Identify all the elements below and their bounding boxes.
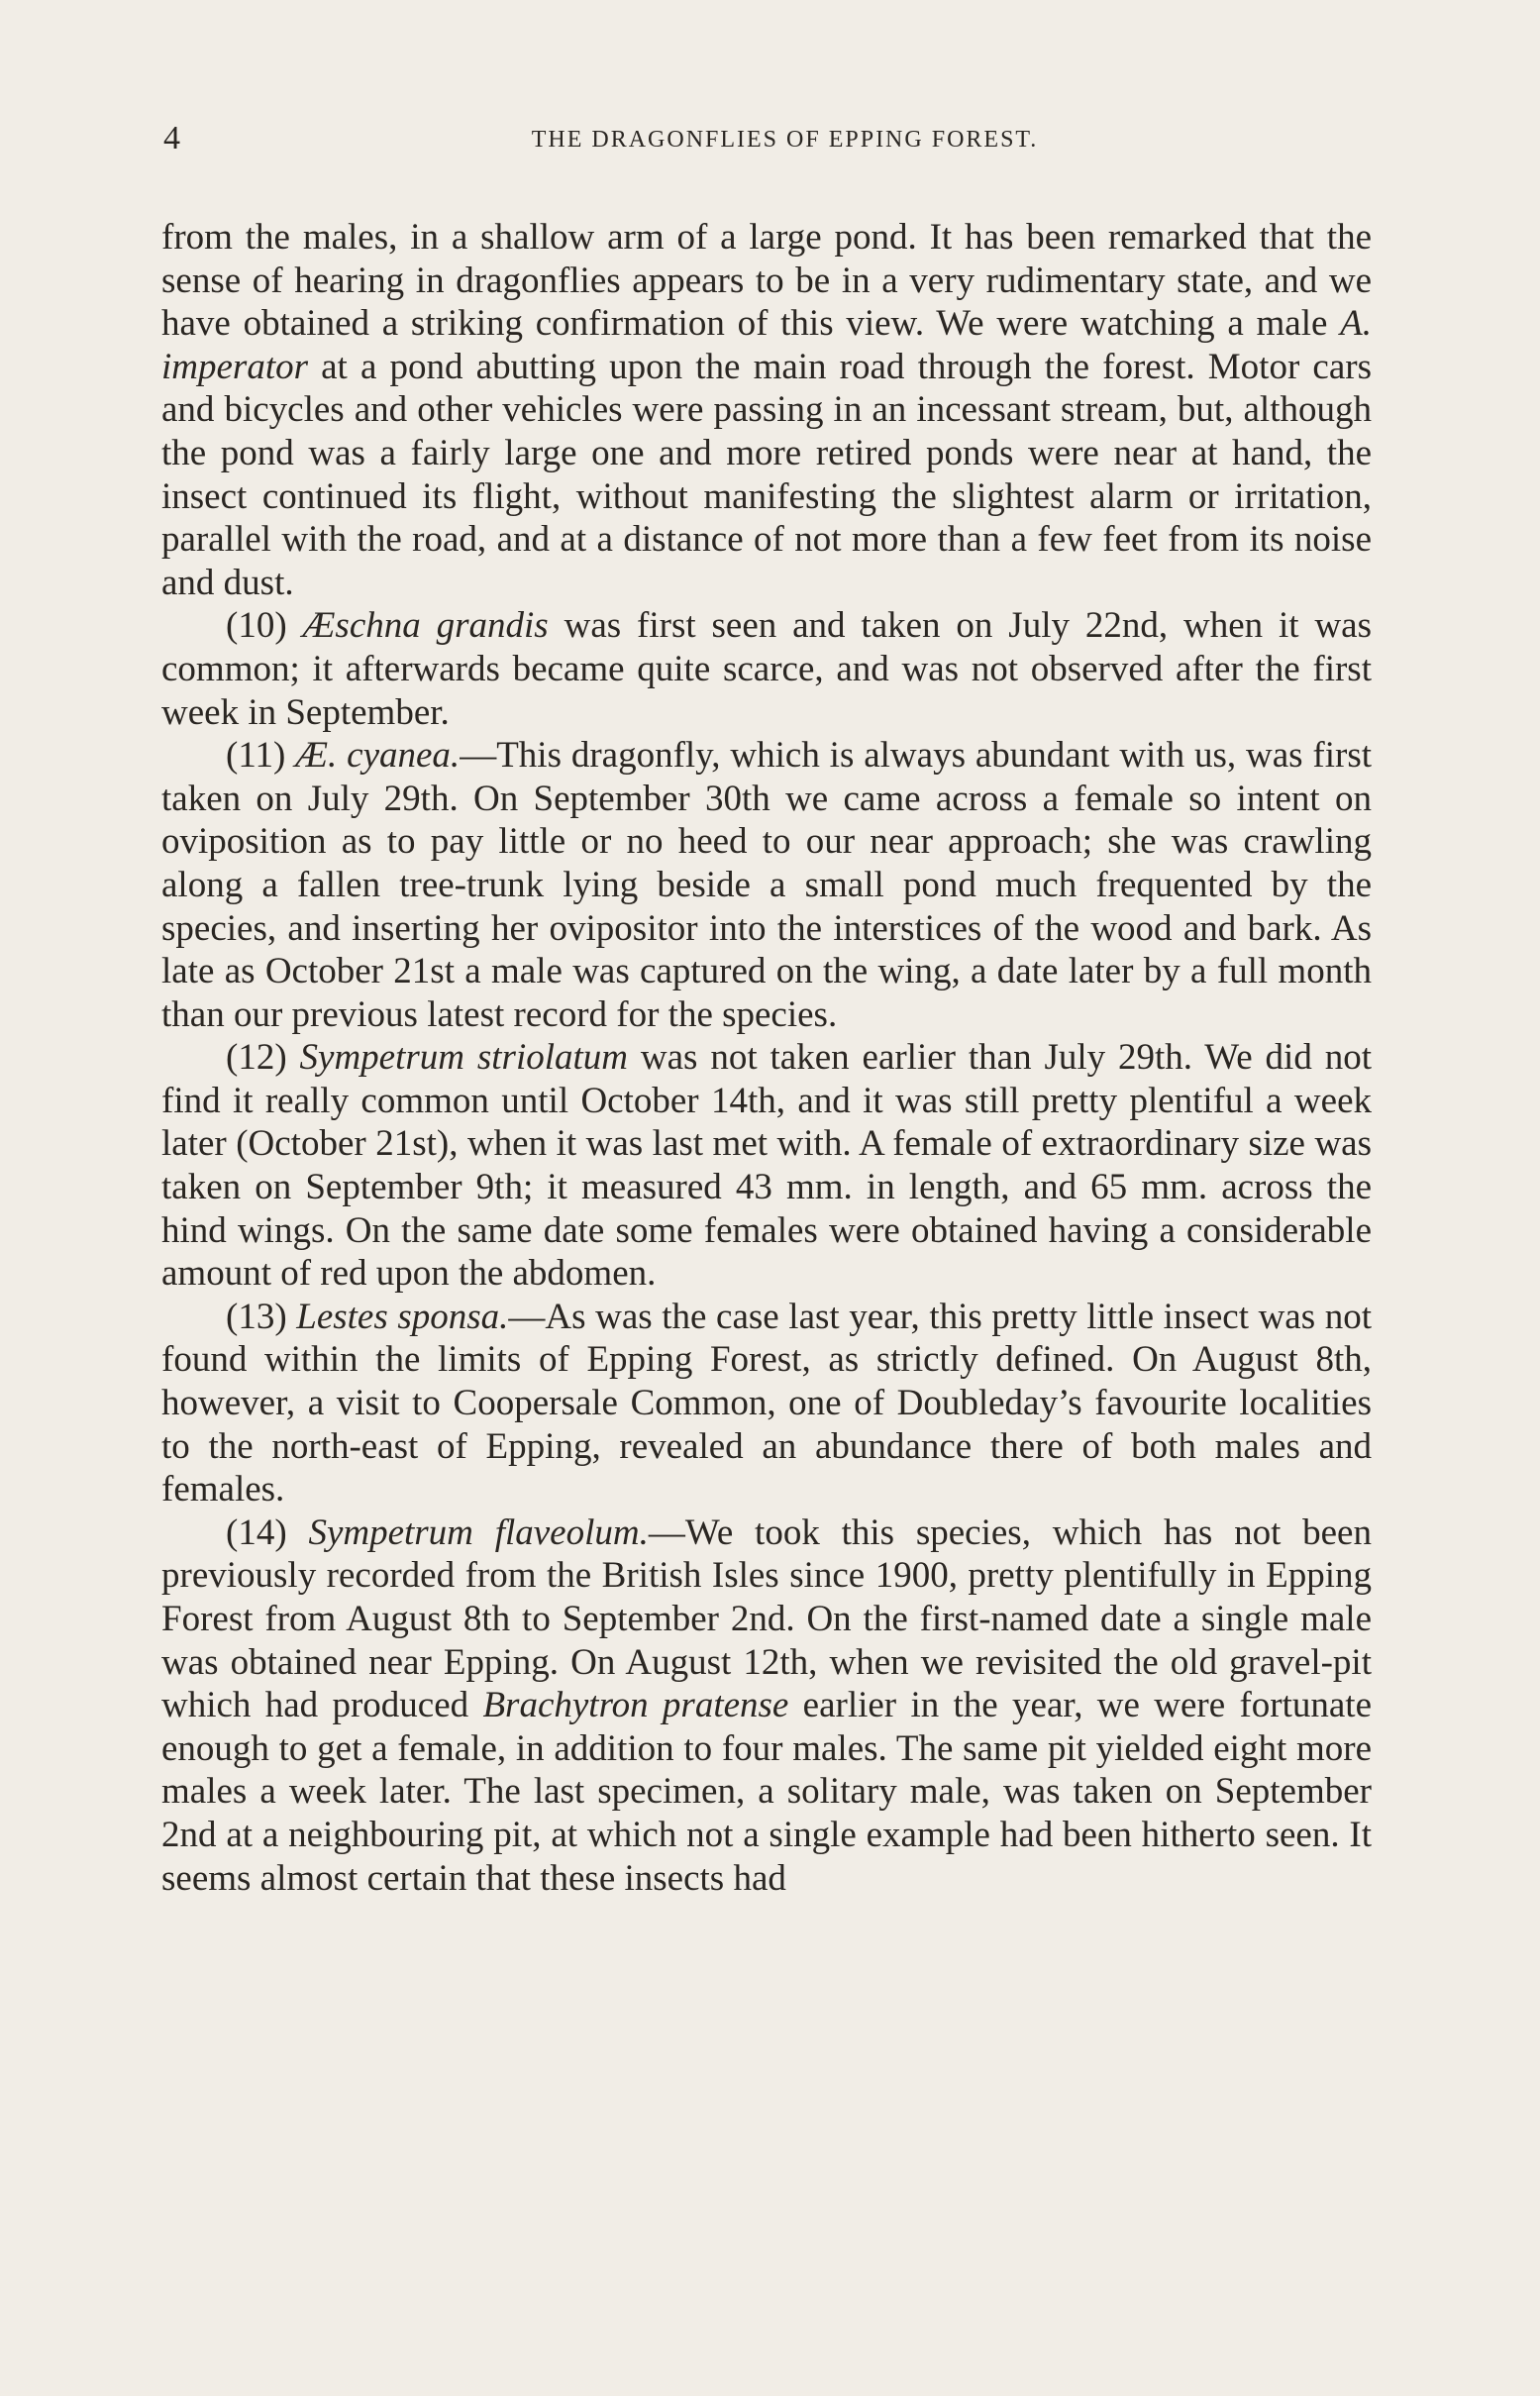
paragraph [161,1511,1372,1900]
text-run: was not taken earlier than July 29th. We did not find it really common until October 14th, and it was still pretty plentiful a week later (October 21st), when it was last met with. A female of extraordinary size was taken on September 9th; it measured 43 mm. in length, and 65 mm. across the hind wings. On the same date some females were obtained having a considerable amount of red upon the abdomen. [161,1037,1372,1295]
paragraph [161,1296,1372,1511]
text-run: earlier in the year, we were fortunate enough to get a female, in addition to four males. The same pit yielded eight more males a week later. The last specimen, a solitary male, was taken on September 2nd at a neighbouring pit, at which not a single example had been hitherto seen. It seems almost certain that these insects had [161,1685,1372,1899]
text-run: was first seen and taken on July 22nd, when it was common; it afterwards became quite scarce, and was not observed after the first week in September. [161,605,1372,733]
text-run: —As was the case last year, this pretty little insect was not found within the limits of Epping Forest, as strictly defined. On August 8th, however, a visit to Coopersale Common, one of Doubleday’s favourite localities to the north-east of Epping, revealed an abundance there of both males and females. [161,1296,1372,1511]
text-run: —This dragonfly, which is always abundant with us, was first taken on July 29th. On September 30th we came across a female so intent on oviposition as to pay little or no heed to our near approach; she was crawling along a fallen tree-trunk lying beside a small pond much frequented by the species, and inserting her ovipositor into the interstices of the wood and bark. As late as October 21st a male was captured on the wing, a date later by a full month than our previous latest record for the species. [161,735,1372,1035]
text-run: (13) [226,1296,297,1337]
text-run: (14) [226,1511,309,1553]
text-run: (11) [226,735,296,777]
page-number: 4 [163,120,180,156]
text-run: at a pond abutting upon the main road through the forest. Motor cars and bicycles and other vehicles were passing in an incessant stream, but, although the pond was a fairly large one and more retired ponds were near at hand, the insect continued its flight, without manifesting the slightest alarm or irritation, parallel with the road, and at a distance of not more than a few feet from its noise and dust. [161,346,1372,603]
italic-species-name: Æ. cyanea. [295,735,461,777]
text-run: from the males, in a shallow arm of a large pond. It has been remarked that the sense of hearing in dragonflies appears to be in a very rudimentary state, and we have obtained a striking confirmation of this view. We were watching a male [161,217,1372,345]
paragraph [161,604,1372,734]
text-run: —We took this species, which has not been previously recorded from the British Isles since 1900, pretty plentifully in Epping Forest from August 8th to September 2nd. On the first-named date a single male was obtained near Epping. On August 12th, when we revisited the old gravel-pit which had produced [161,1511,1372,1726]
text-run: (12) [226,1037,300,1079]
italic-species-name: Brachytron pratense [482,1685,789,1726]
body-text [161,216,1372,1900]
page-header [163,119,1367,168]
italic-species-name: A. imperator [161,303,1372,387]
paragraph [161,1036,1372,1296]
paragraph [161,734,1372,1036]
italic-species-name: Æschna grandis [302,605,549,647]
italic-species-name: Sympetrum flaveolum. [308,1511,649,1553]
italic-species-name: Lestes sponsa. [296,1296,509,1337]
text-run: (10) [226,605,303,647]
running-title: THE DRAGONFLIES OF EPPING FOREST. [531,127,1039,153]
paragraph [161,216,1372,604]
italic-species-name: Sympetrum striolatum [299,1037,629,1079]
